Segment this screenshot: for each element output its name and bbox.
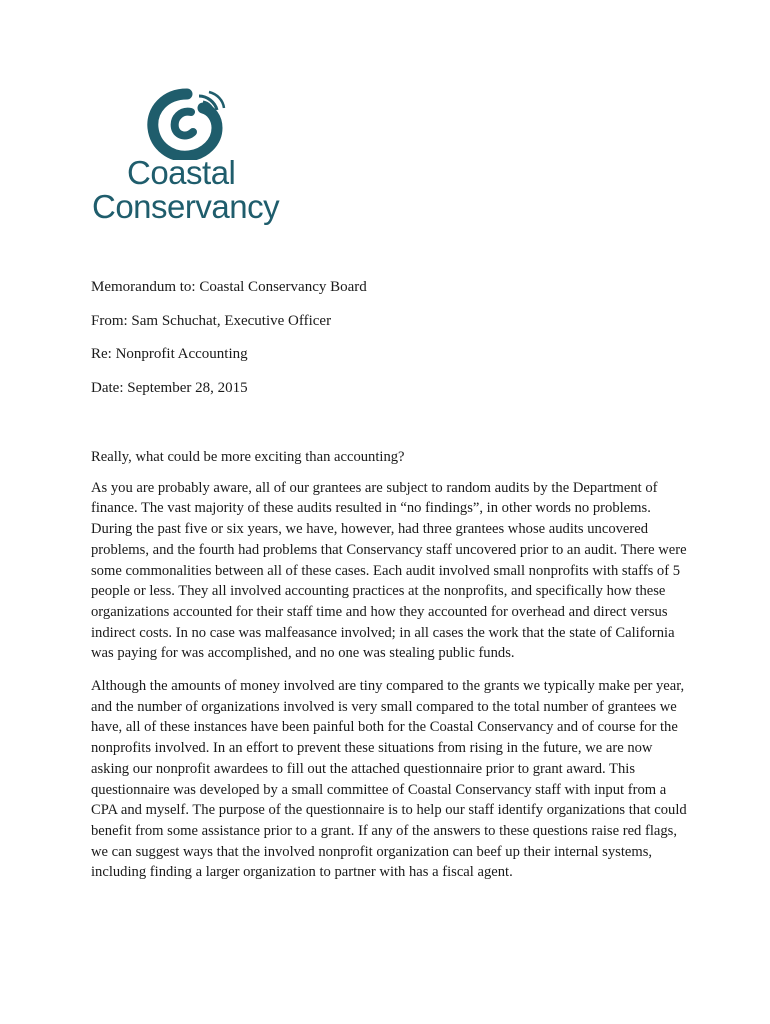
logo-word-coastal: Coastal	[127, 154, 236, 191]
memo-from-line: From: Sam Schuchat, Executive Officer	[91, 312, 332, 329]
memo-re-line: Re: Nonprofit Accounting	[91, 346, 248, 362]
logo-word-conservancy: Conservancy	[92, 188, 280, 225]
memo-body	[91, 447, 691, 895]
wave-shell-icon	[147, 88, 227, 160]
body-paragraph-1: As you are probably aware, all of our grantees are subject to random audits by the Department of finance. The vast majority of these audits resulted in “no findings”, in other words no problems. During the past five or six years, we have, however, had three grantees whose audits uncovered problems, and the fourth had problems that Conservancy staff uncovered prior to an audit. There were some commonalities between all of these cases. Each audit involved small nonprofits with staffs of 5 people or less. They all involved accounting practices at the nonprofits, and specifically how these organizations accounted for their staff time and how they accounted for overhead and direct versus indirect costs. In no case was malfeasance involved; in all cases the work that the state of California was paying for was accomplished, and no one was stealing public funds.	[91, 479, 687, 662]
memo-header	[91, 279, 691, 413]
intro-paragraph: Really, what could be more exciting than accounting?	[91, 449, 405, 465]
memo-to-line: Memorandum to: Coastal Conservancy Board	[91, 279, 367, 295]
memo-date-line: Date: September 28, 2015	[91, 379, 248, 396]
coastal-conservancy-logo	[92, 88, 292, 233]
body-paragraph-2: Although the amounts of money involved are tiny compared to the grants we typically make per year, and the number of organizations involved is very small compared to the total number of grantees we have, all of these instances have been painful both for the Coastal Conservancy and of course for the nonprofits involved. In an effort to prevent these situations from rising in the future, we are now asking our nonprofit awardees to fill out the attached questionnaire prior to grant award. This questionnaire was developed by a small committee of Coastal Conservancy staff with input from a CPA and myself. The purpose of the questionnaire is to help our staff identify organizations that could benefit from some assistance prior to a grant. If any of the answers to these questions raise red flags, we can suggest ways that the involved nonprofit organization can beef up their internal systems, including finding a larger organization to partner with has a fiscal agent.	[91, 678, 687, 881]
